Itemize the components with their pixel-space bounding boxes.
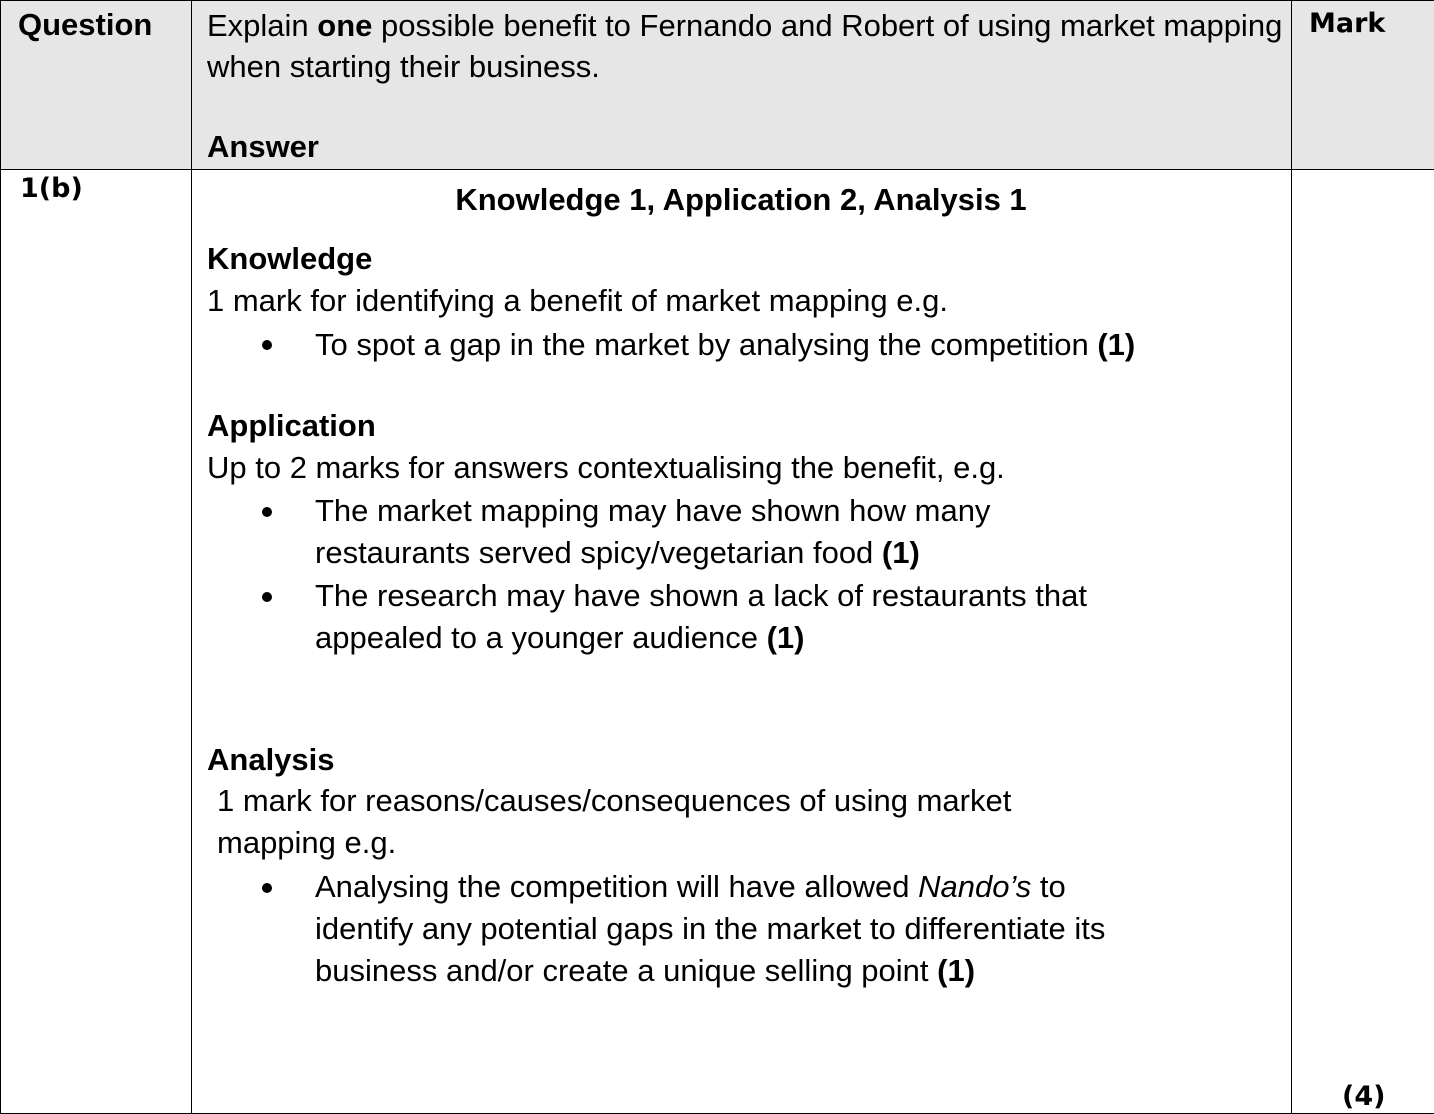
mark-column-header: Mark — [1309, 8, 1386, 39]
question-column-divider — [191, 0, 192, 1114]
header-bottom-border — [0, 169, 1434, 170]
knowledge-title: Knowledge — [207, 241, 373, 276]
company-name: Nando’s — [918, 869, 1032, 904]
bullet-icon — [262, 592, 272, 602]
knowledge-description: 1 mark for identifying a benefit of market mapping e.g. — [207, 283, 948, 318]
application-description: Up to 2 marks for answers contextualising the benefit, e.g. — [207, 450, 1005, 485]
application-bullet-2: The research may have shown a lack of restaurants that appealed to a younger audience (1) — [315, 578, 1087, 655]
application-title: Application — [207, 408, 376, 443]
table-left-border — [0, 0, 1, 1114]
table-top-border — [0, 0, 1434, 1]
analysis-description: 1 mark for reasons/causes/consequences of using market mapping e.g. — [217, 783, 1012, 860]
analysis-title: Analysis — [207, 742, 335, 777]
application-bullet-1: The market mapping may have shown how many restaurants served spicy/vegetarian food (1) — [315, 493, 991, 570]
knowledge-bullet: To spot a gap in the market by analysing the competition (1) — [315, 327, 1136, 362]
bullet-icon — [262, 340, 272, 350]
bullet-icon — [262, 883, 272, 893]
question-text-emphasis: one — [317, 8, 373, 43]
question-number: 1(b) — [20, 173, 83, 204]
analysis-bullet: Analysing the competition will have allowed Nando’s to identify any potential gaps in the market to differentiate its business and/or create a unique selling point (1) — [315, 869, 1106, 988]
mark-scheme-summary: Knowledge 1, Application 2, Analysis 1 — [455, 182, 1027, 217]
question-column-header: Question — [18, 7, 153, 42]
mark-column-divider — [1291, 0, 1292, 1114]
total-mark: (4) — [1342, 1081, 1386, 1112]
bullet-icon — [262, 507, 272, 517]
answer-column-header: Answer — [207, 129, 319, 164]
question-text: Explain one possible benefit to Fernando and Robert of using market mapping when starting their business. — [207, 8, 1283, 84]
